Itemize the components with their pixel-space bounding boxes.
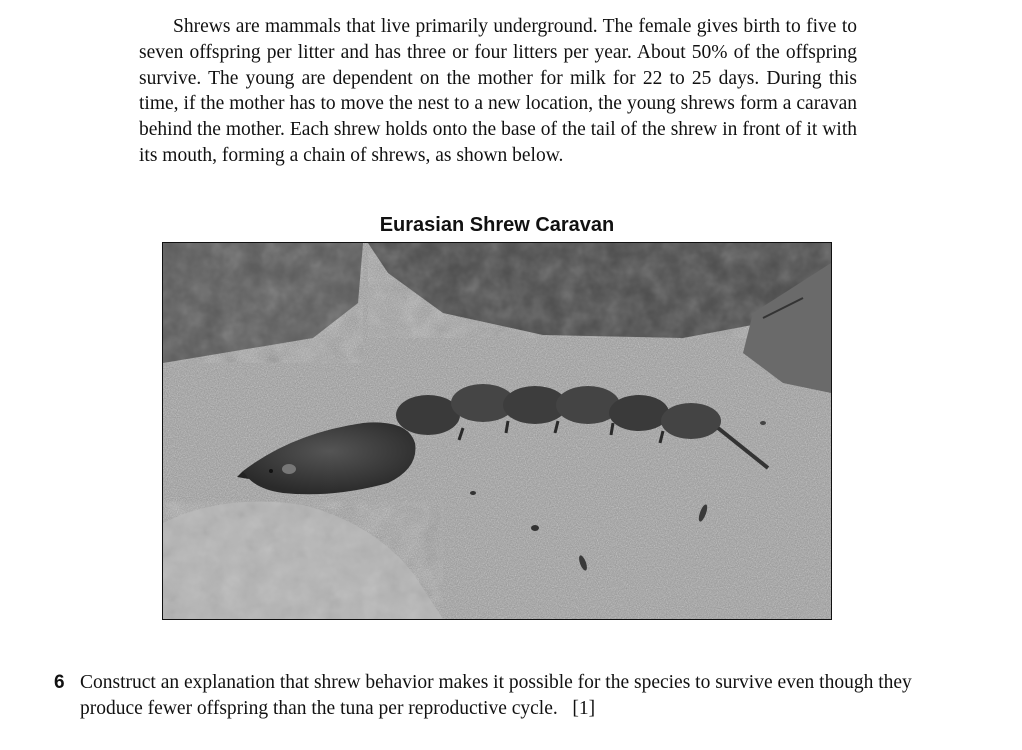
question-number: 6: [54, 672, 65, 693]
question-marks: [1]: [572, 698, 596, 719]
figure-title: Eurasian Shrew Caravan: [379, 214, 615, 236]
passage-paragraph: Shrews are mammals that live primarily underground. The female gives birth to five to seven offspring per litter and has three or four litters per year. About 50% of the offspring survive. The young are dependent on the mother for milk for 22 to 25 days. During this time, if the mother has to move the nest to a new location, the young shrews form a caravan behind the mother. Each shrew holds onto the base of the tail of the shrew in front of it with its mouth, forming a chain of shrews, as shown below.: [139, 16, 857, 166]
question-text: [80, 670, 920, 722]
question-prompt: Construct an explanation that shrew behavior makes it possible for the species to survive even though they produce fewer offspring than the tuna per reproductive cycle.: [80, 672, 912, 719]
shrew-caravan-photo: [162, 242, 832, 620]
